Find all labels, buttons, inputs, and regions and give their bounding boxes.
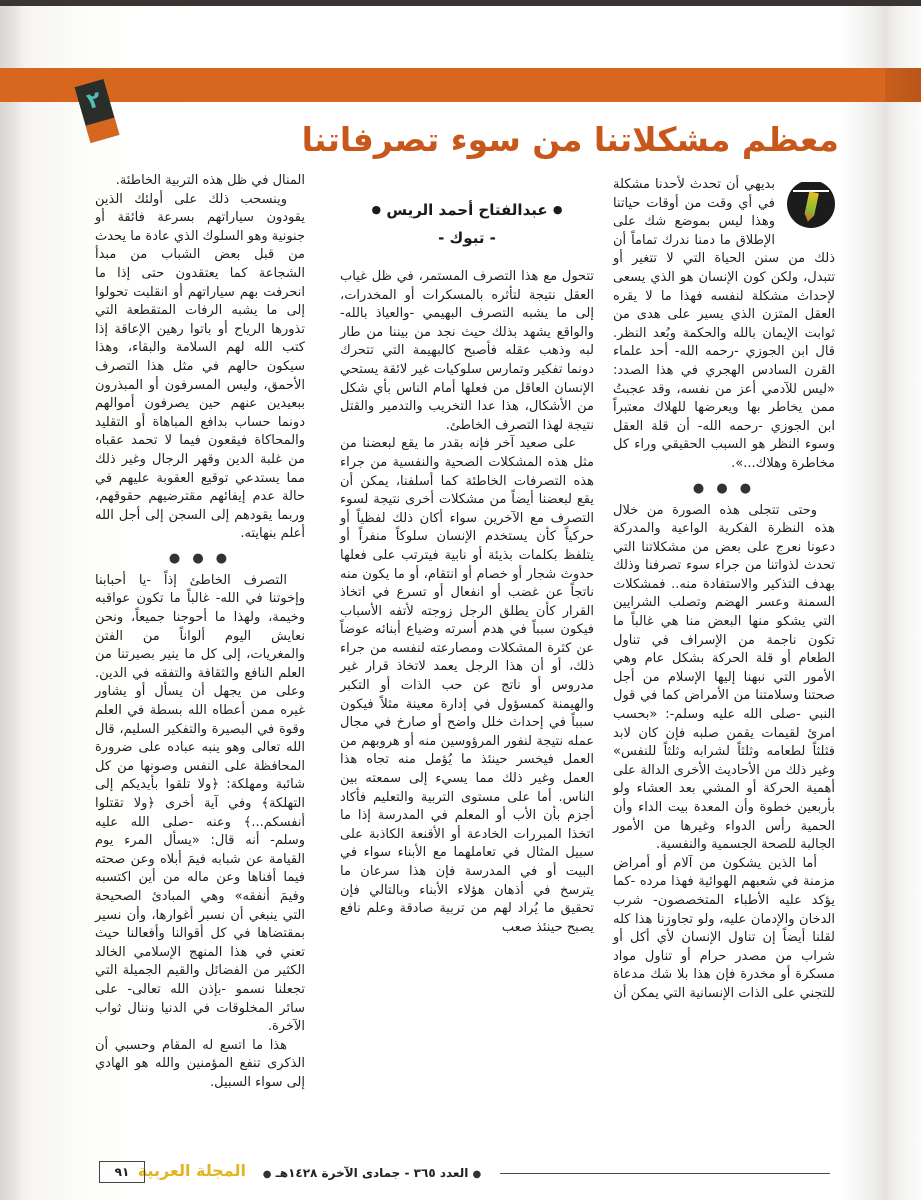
column-left [95,172,305,1140]
dot-icon: ● [552,203,563,216]
pen-shape [803,191,819,222]
paragraph: تتحول مع هذا التصرف المستمر، في ظل غياب العقل نتيجة لتأثره بالمسكرات أو المخدرات، إلى ما يشبه التصرف البهيمي -والعياذ بالله- والواقع يشهد بذلك حيث نجد من بيننا من طار لبه وذهب عقله فأصبح كالبهيمة التي تتحرك دونما تفكير وتمارس سلوكيات غير لائقة يستحي الإنسان العاقل من فعلها أمام الناس بأي شكل من الأشكال، هذا عدا التخريب والتدمير والقتل نتيجة لهذا التصرف الخاطئ. [340,269,594,433]
author-line [340,196,594,224]
issue-text: العدد ٣٦٥ - جمادى الآخرة ١٤٢٨هـ [275,1166,469,1180]
magazine-name: المجلة العربية [137,1161,246,1180]
paragraph: هذا ما اتسع له المقام وحسبي أن الذكرى تنفع المؤمنين والله هو الهادي إلى سواء السبيل. [95,1037,305,1090]
badge-stripes [793,180,829,192]
logo-glyph: ٢ [84,87,105,115]
paragraph: المنال في ظل هذه التربية الخاطئة. [115,173,305,188]
page-fold [885,68,921,102]
paragraph: بديهي أن تحدث لأحدنا مشكلة في أي وقت من أوقات حياتنا وهذا ليس بموضع شك على الإطلاق ما دمنا ندرك تماماً أن ذلك من سنن الحياة التي لا تتغير أو تتبدل، ولكن كون الإنسان هو الذي يسعى لإحداث مشكلة لنفسه فهذا ما لا يقره العقل المتزن الذي يسير على هدى من ثوابت الإيمان بالله والحكمة وبُعد النظر. قال ابن الجوزي -رحمه الله- أحد علماء القرن السادس الهجري في هذا الصدد: «ليس للآدمي أعز من نفسه، وقد عجبتُ ممن يخاطر بها ويعرضها للهلاك معتبراً ابن الجوزي -رحمه الله- أن قلة العقل وسوء النظر هو السبب الحقيقي وراء كل مخاطرة وهلاك...». [613,177,835,471]
header-band [0,68,921,102]
byline [340,196,594,260]
paragraph: التصرف الخاطئ إذاً -يا أحبابنا وإخوتنا في الله- غالباً ما تكون عواقبه وخيمة، ولهذا ما أحوجنا جميعاً، ونحن نعايش اليوم ألواناً من الفتن والمغريات، إلى كل ما ينير بصيرتنا من العلم النافع والثقافة والتفقه في الدين. وعلى من يجهل أن يسأل أو يشاور غيره ممن أعطاه الله بسطة في العلم وقوة في البصيرة والتفكير السليم، قال الله تعالى وهو ينبه عباده على ضرورة المحافظة على النفس وصونها من كل شائبة ومهلكة: ﴿ولا تلقوا بأيديكم إلى التهلكة﴾ وفي آية أخرى ﴿ولا تقتلوا أنفسكم...﴾ وعنه -صلى الله عليه وسلم- أنه قال: «يسأل المرء يوم القيامة عن شبابه فيمَ أبلاه وعن صحته فيما أفناها وعن ماله من أين اكتسبه وفيمَ أنفقه» وهي المبادئ الصحيحة التي ينبغي أن نسبر أغوارها، وأن نسير بمقتضاها في كل أقوالنا وأفعالنا حيث تعني في هذا المنهج الإسلامي الخالد الكثير من الفضائل والقيم الجميلة التي تجعلنا نسمو -بإذن الله تعالى- على سائر المخلوقات في الدنيا وننال ثواب الآخرة. [95,572,305,1035]
pen-nib-icon [787,180,835,228]
dot-icon: ● [371,203,382,216]
paragraph: أما الذين يشكون من آلام أو أمراض مزمنة في شعبهم الهوائية فهذا مرده -كما يؤكد عليه الأطباء المتخصصون- شرب الدخان والإدمان عليه، ولو تجاوزنا هذا كله لقلنا أيضاً إن تناول الإنسان لأي أكل أو شراب من مصدر حرام أو تناول مواد مسكرة أو مخدرة فإن هذا بلا شك مدعاة للتجني على الذات الإنسانية التي يمكن أن [613,855,835,1001]
dot-icon: ● [262,1169,272,1180]
binding-shadow [0,0,24,1200]
footer-rule [500,1173,830,1174]
top-strip [0,0,921,6]
page-number: ٩١ [99,1161,145,1183]
dot-icon: ● [472,1169,482,1180]
column-right [613,176,835,1140]
column-middle [340,268,594,1140]
logo-orange-block [86,117,120,143]
author-location: - تبوك - [438,229,496,247]
section-separator: ● ● ● [168,550,232,566]
article-title: معظم مشكلاتنا من سوء تصرفاتنا [301,120,839,159]
issue-info [252,1163,492,1183]
paragraph: وحتى تتجلى هذه الصورة من خلال هذه النظرة الفكرية الواعية والمدركة دعونا نعرج على بعض من مشكلاتنا التي تحدث لذواتنا من جراء سوء تصرفنا وذلك بهدف التذكير والاستفادة منه.. فمشكلات السمنة وعسر الهضم وتصلب الشرايين التي يشكو منها البعض منا هي غالباً ما تكون ناجمة من الإسراف في تناول الطعام أو قلة الحركة بشكل عام وهي الأمور التي نبهنا إليها الإسلام من أجل صحتنا وسلامتنا من الأمراض كما في قول النبي -صلى الله عليه وسلم-: «بحسب امرئ لقيمات يقمن صلبه فإن كان لابد فثلثاً لطعامه وثلثاً لشرابه وثلثاً للنفس» وغير ذلك من الأحاديث الأخرى الدالة على أهمية الحركة أو المشي بعد العشاء ولو بأربعين خطوة وأن المعدة بيت الداء وأن الحمية رأس الدواء وغيرها من الأمور الجالبة للصحة الجسمية والنفسية. [613,502,835,853]
section-separator: ● ● ● [692,480,756,496]
author-name: عبدالفتاح أحمد الريس [386,201,548,219]
paragraph: وينسحب ذلك على أولئك الذين يقودون سياراتهم بسرعة فائقة أو جنونية وهو السلوك الذي عادة ما يحدث من قبل بعض الشباب من مبدأ الشجاعة كما يعتقدون حتى إذا ما انحرفت بهم سياراتهم أو انقلبت تحولوا إلى ما يشبه الرفات المتقطعة التي تذورها الرياح أو باتوا رهين الإعاقة إذا كتب الله لهم السلامة والبقاء، وهذا سيكون حالهم في مثل هذا التصرف الأحمق، وليس المسرفون أو المبذرون ببعيدين عنهم حين يصرفون أموالهم دونما حساب بدافع المباهاة أو التقليد والمحاكاة فيقعون فيما لا تحمد عقباه من غلبة الدين وقهر الرجال وغير ذلك مما يستدعي توقيع العقوبة عليهم في حالة عدم إيفائهم مقترضيهم حقوقهم، وربما يقودهم إلى السجن إلى أجل الله أعلم بنهايته. [95,191,305,542]
paragraph: على صعيد آخر فإنه بقدر ما يقع لبعضنا من مثل هذه المشكلات الصحية والنفسية من جراء هذه التصرفات الخاطئة كما أسلفنا، يمكن أن يقع لبعضنا أيضاً من مشكلات أخرى نتيجة لسوء التصرف مع الآخرين سواء أكان ذلك لفظياً أو حركياً كأن يستخدم الإنسان سلوكاً منفراً أو يتلفظ بكلمات بذيئة أو نابية فيترتب على فعلها حدوث شجار أو خصام أو انتقام، أو ما يكون منه ناتجاً عن غضب أو انفعال أو تسرع في اتخاذ القرار كأن يطلق الرجل زوجته لأتفه الأسباب فيكون سبباً في هدم أسرته وضياع أبنائه عوضاً عن كثرة المشكلات ومصارعته لنفسه من جراء ذلك، أو أن هذا الرجل يعمد لاتخاذ قرار غير مدروس أو ناتج عن حب الذات أو التكبر والهيمنة كمسؤول في إدارة معينة مثلاً فيكون سبباً في إحداث خلل واضح أو صارخ في مجال عمله نتيجة لنفور المرؤوسين منه أو هروبهم من العمل فيخسر حينئذ ما يُؤمل منه تجاه هذا العمل وغير ذلك مما يسيء إلى سمعته بين الناس. أما على مستوى التربية والتعليم فأكاد أجزم بأن الأب أو المعلم في المدرسة إذا ما اتخذا المبررات الخادعة أو الأقنعة الكاذبة على سبيل المثال في تعاملهما مع الأبناء سواء في البيت أو في المدرسة فإن هذا سرعان ما يترسخ في أذهان هؤلاء الأبناء وبالتالي فإن تحقيق ما يُراد لهم من تربية صادقة وعلم نافع يصبح حينئذ صعب [340,436,594,935]
